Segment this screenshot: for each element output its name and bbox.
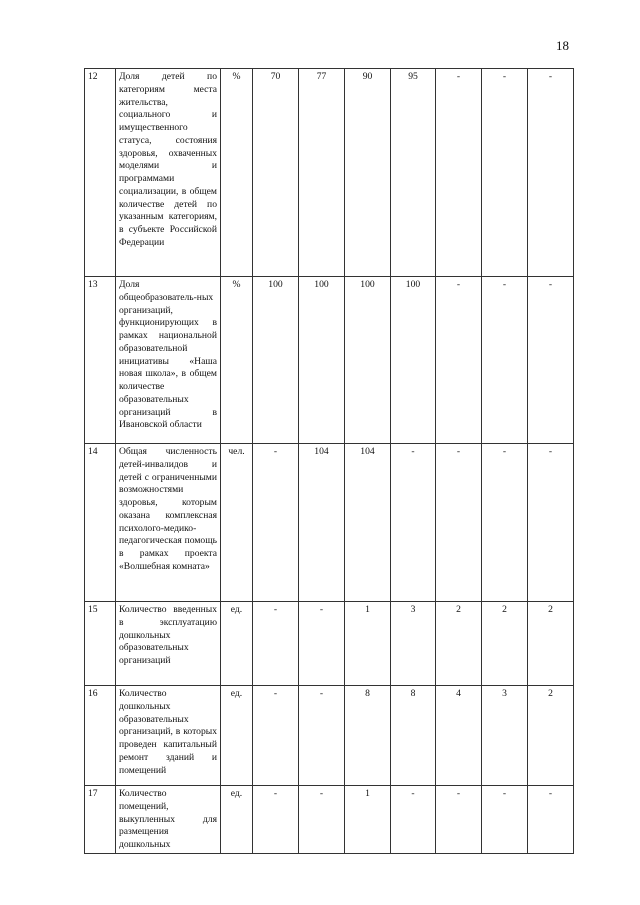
value-cell: - [436,277,482,444]
unit-cell: чел. [221,444,253,602]
unit-cell: ед. [221,686,253,786]
value-cell: - [253,786,299,854]
value-cell: - [299,602,345,686]
row-number: 14 [85,444,116,602]
indicator-description: Доля общеобразователь-ных организаций, функционирующих в рамках национальной образовательной инициативы «Наша новая школа», в общем количестве образовательных организаций в Ивановской области [116,277,221,444]
value-cell: 4 [436,686,482,786]
value-cell: 8 [345,686,391,786]
value-cell: 1 [345,602,391,686]
value-cell: - [299,786,345,854]
unit-cell: % [221,277,253,444]
value-cell: 2 [528,602,574,686]
table-row [85,686,574,786]
indicator-description: Доля детей по категориям места жительства, социального и имущественного статуса, состояния здоровья, охваченных моделями и программами социализации, в общем количестве детей по указанным категориям, в субъекте Российской Федерации [116,69,221,277]
unit-cell: ед. [221,602,253,686]
value-cell: 104 [345,444,391,602]
value-cell: 8 [391,686,436,786]
indicators-table [84,68,574,854]
table-row [85,444,574,602]
row-number: 16 [85,686,116,786]
unit-cell: ед. [221,786,253,854]
value-cell: 1 [345,786,391,854]
value-cell: - [436,786,482,854]
value-cell: - [253,444,299,602]
table-row [85,786,574,854]
value-cell: - [253,686,299,786]
value-cell: - [482,69,528,277]
value-cell: 2 [528,686,574,786]
value-cell: 100 [299,277,345,444]
value-cell: - [528,277,574,444]
value-cell: - [299,686,345,786]
value-cell: 3 [391,602,436,686]
value-cell: - [528,786,574,854]
value-cell: 100 [253,277,299,444]
table-row [85,277,574,444]
value-cell: 104 [299,444,345,602]
page-number: 18 [556,38,569,53]
value-cell: - [482,277,528,444]
unit-cell: % [221,69,253,277]
value-cell: - [391,444,436,602]
value-cell: 2 [482,602,528,686]
value-cell: 95 [391,69,436,277]
value-cell: - [528,444,574,602]
value-cell: 90 [345,69,391,277]
value-cell: 100 [391,277,436,444]
value-cell: - [482,786,528,854]
value-cell: 3 [482,686,528,786]
value-cell: - [482,444,528,602]
value-cell: - [391,786,436,854]
indicator-description: Количество введенных в эксплуатацию дошкольных образовательных организаций [116,602,221,686]
value-cell: - [436,444,482,602]
value-cell: 100 [345,277,391,444]
row-number: 12 [85,69,116,277]
value-cell: 77 [299,69,345,277]
value-cell: - [528,69,574,277]
row-number: 17 [85,786,116,854]
indicator-description: Количество дошкольных образовательных организаций, в которых проведен капитальный ремонт зданий и помещений [116,686,221,786]
table-row [85,69,574,277]
value-cell: 70 [253,69,299,277]
row-number: 15 [85,602,116,686]
value-cell: - [436,69,482,277]
row-number: 13 [85,277,116,444]
value-cell: - [253,602,299,686]
indicator-description: Общая численность детей-инвалидов и детей с ограниченными возможностями здоровья, которым оказана комплексная психолого-медико-педагогическая помощь в рамках проекта «Волшебная комната» [116,444,221,602]
table-row [85,602,574,686]
indicator-description: Количество помещений, выкупленных для размещения дошкольных [116,786,221,854]
value-cell: 2 [436,602,482,686]
